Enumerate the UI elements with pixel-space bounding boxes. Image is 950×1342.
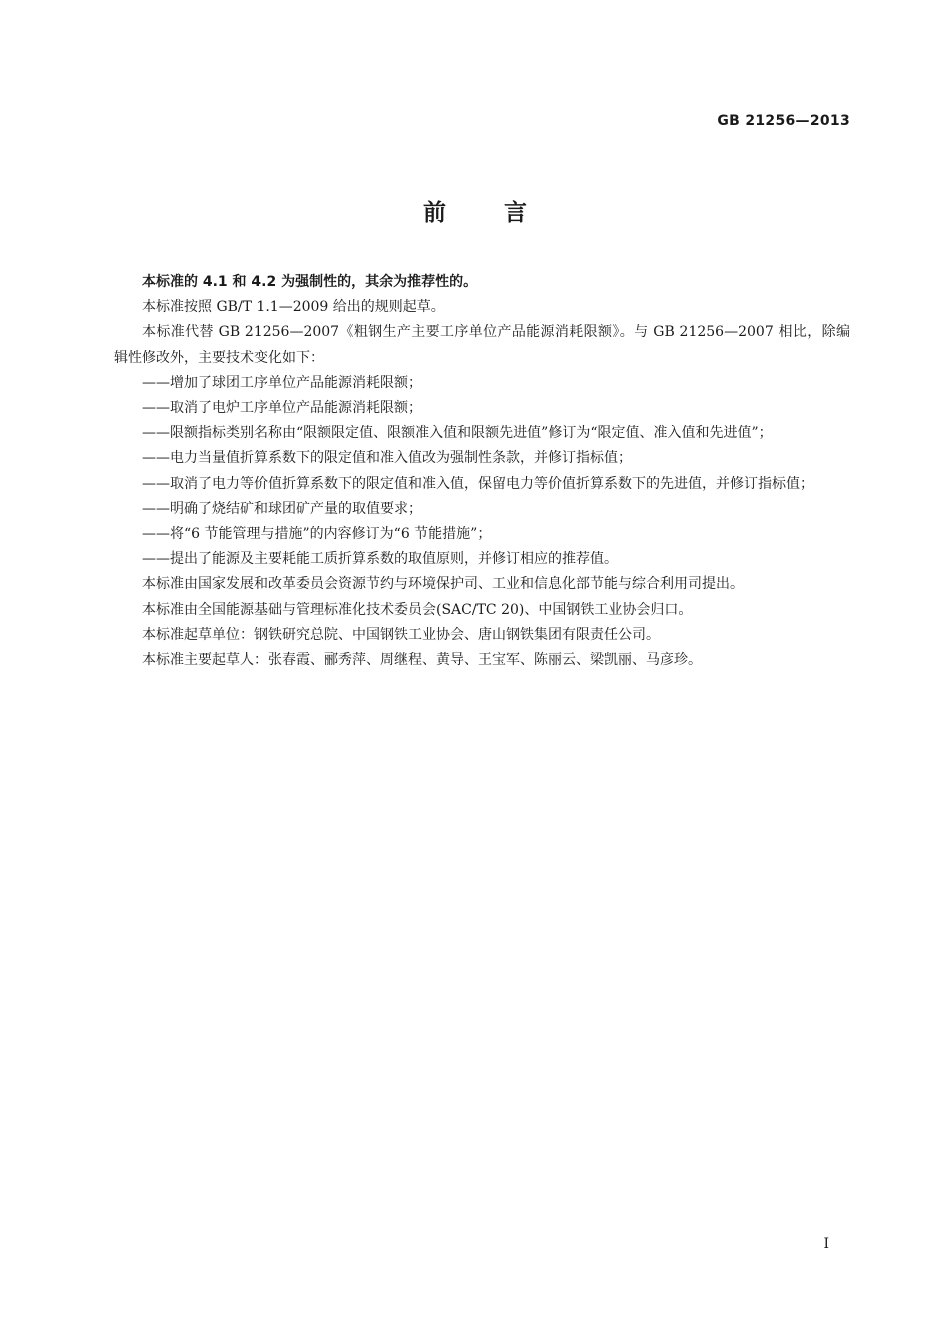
drafting-units-statement: 本标准起草单位：钢铁研究总院、中国钢铁工业协会、唐山钢铁集团有限责任公司。 — [142, 626, 660, 643]
page-number: I — [823, 1236, 829, 1252]
list-item: ——将“6 节能管理与措施”的内容修订为“6 节能措施”； — [142, 526, 492, 543]
drafters-statement: 本标准主要起草人：张春霞、郦秀萍、周继程、黄导、王宝军、陈丽云、梁凯丽、马彦珍。 — [142, 652, 702, 669]
standard-code: GB 21256—2013 — [717, 113, 850, 129]
document-body — [114, 270, 850, 673]
mandatory-clause-statement: 本标准的 4.1 和 4.2 为强制性的，其余为推荐性的。 — [142, 274, 478, 290]
list-item: ——明确了烧结矿和球团矿产量的取值要求； — [142, 500, 422, 517]
list-item: ——提出了能源及主要耗能工质折算系数的取值原则，并修订相应的推荐值。 — [142, 551, 618, 568]
list-item: ——取消了电力等价值折算系数下的限定值和准入值，保留电力等价值折算系数下的先进值，并修订指标值； — [142, 475, 814, 492]
changes-list — [114, 371, 850, 573]
list-item: ——取消了电炉工序单位产品能源消耗限额； — [142, 400, 422, 417]
page-title: 前言 — [423, 200, 585, 226]
list-item: ——电力当量值折算系数下的限定值和准入值改为强制性条款，并修订指标值； — [142, 450, 632, 467]
replacement-statement: 本标准代替 GB 21256—2007《粗钢生产主要工序单位产品能源消耗限额》。与 GB 21256—2007 相比，除编辑性修改外，主要技术变化如下： — [114, 324, 850, 366]
drafting-rules-statement: 本标准按照 GB/T 1.1—2009 给出的规则起草。 — [142, 299, 445, 316]
list-item: ——限额指标类别名称由“限额限定值、限额准入值和限额先进值”修订为“限定值、准入值和先进值”； — [142, 425, 773, 442]
proposer-statement: 本标准由国家发展和改革委员会资源节约与环境保护司、工业和信息化部节能与综合利用司提出。 — [142, 576, 744, 593]
administrator-statement: 本标准由全国能源基础与管理标准化技术委员会(SAC/TC 20)、中国钢铁工业协会归口。 — [142, 601, 693, 618]
list-item: ——增加了球团工序单位产品能源消耗限额； — [142, 374, 422, 391]
